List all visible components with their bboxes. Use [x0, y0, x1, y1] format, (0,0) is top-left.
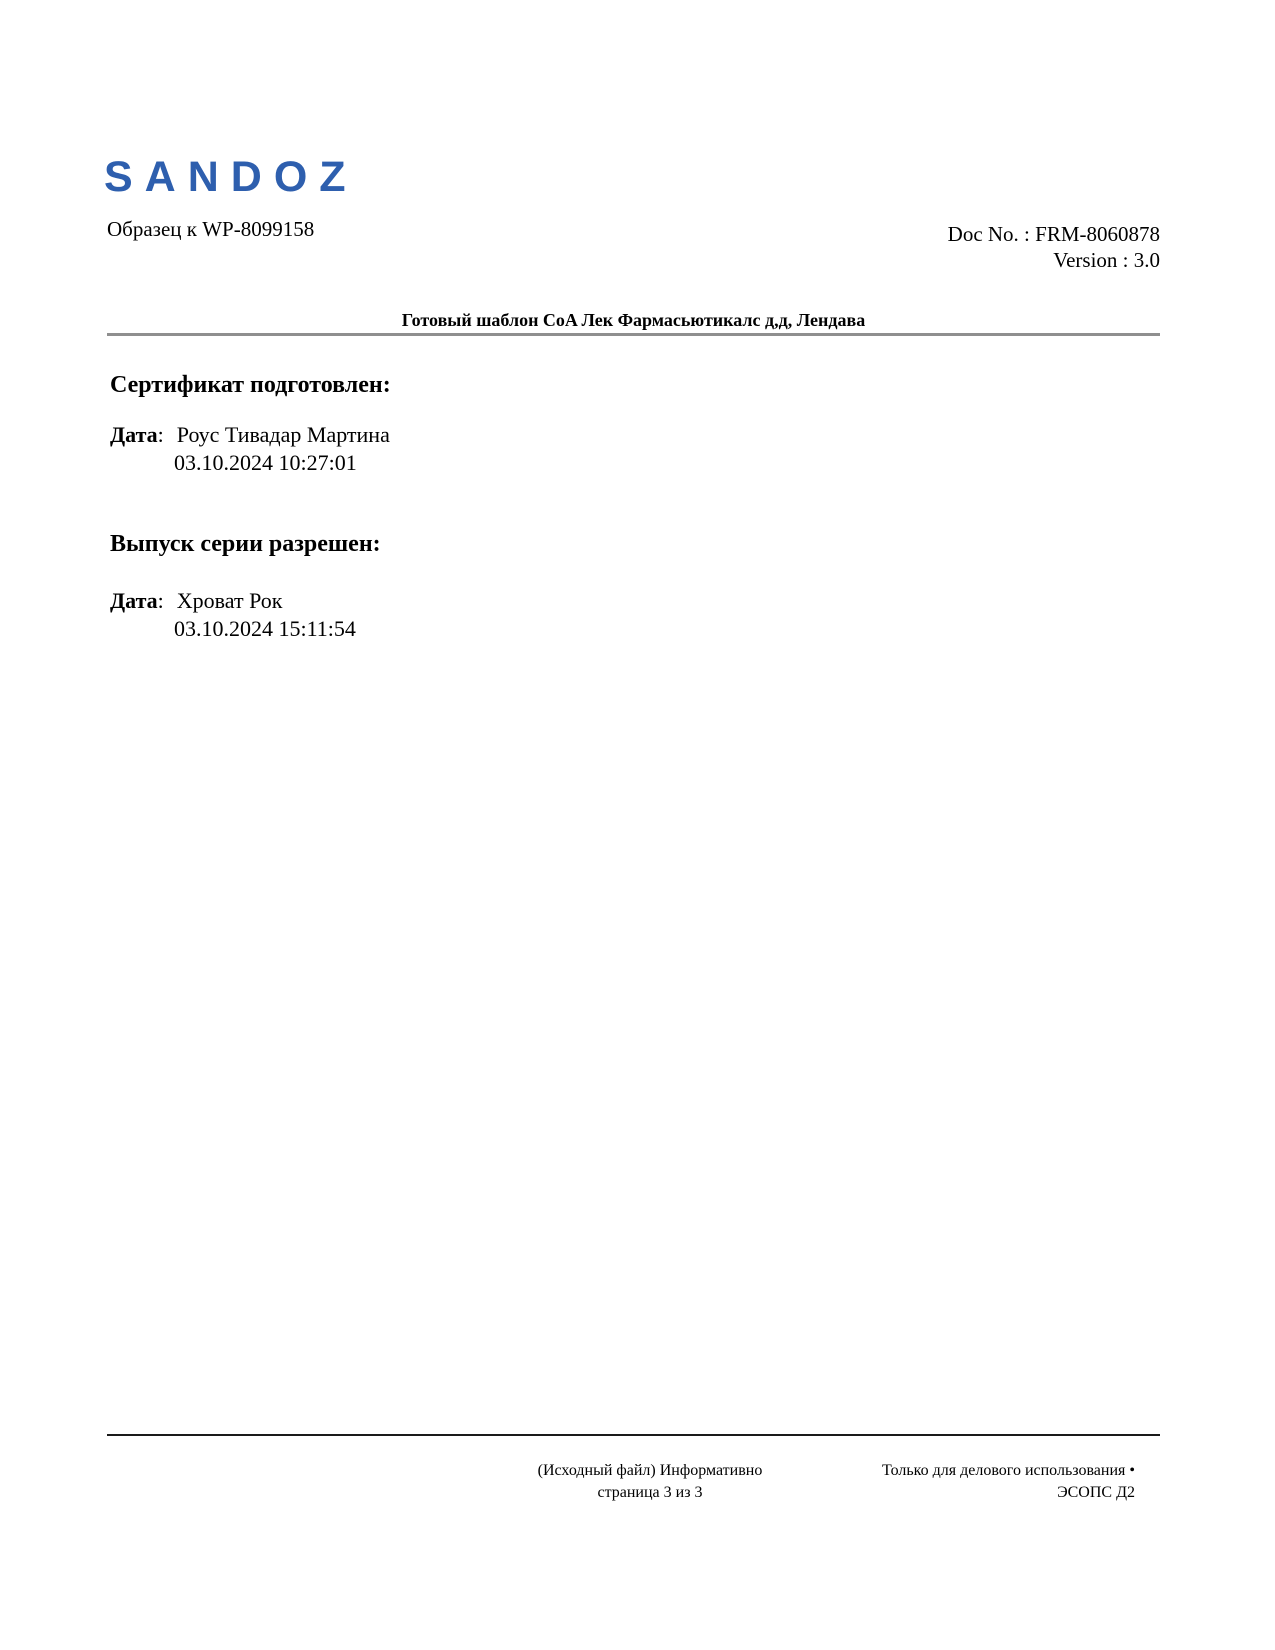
footer-usage-info	[735, 1460, 1135, 1504]
datetime-batch-release: 03.10.2024 15:11:54	[174, 616, 356, 641]
title-divider	[107, 333, 1160, 336]
date-label: Дата	[110, 422, 158, 447]
footer-esops-label: ЭСОПС Д2	[1057, 1484, 1135, 1501]
doc-number: Doc No. : FRM-8060878	[947, 222, 1160, 246]
footer-source-file-note: (Исходный файл) Информативно	[537, 1462, 763, 1479]
sample-reference: Образец к WP-8099158	[107, 217, 315, 241]
date-row-certificate-prepared	[110, 421, 390, 448]
person-name: Роус Тивадар Мартина	[176, 422, 390, 447]
section-heading-certificate-prepared: Сертификат подготовлен:	[110, 372, 391, 398]
footer-page-number: страница 3 из 3	[597, 1484, 703, 1501]
date-colon: :	[157, 422, 164, 447]
doc-version: Version : 3.0	[1053, 248, 1160, 272]
document-title: Готовый шаблон CoA Лек Фармасьютикалс д,д, Лендава	[401, 310, 866, 330]
datetime-certificate-prepared: 03.10.2024 10:27:01	[174, 450, 357, 475]
footer-business-use-note: Только для делового использования •	[882, 1462, 1135, 1479]
date-colon: :	[157, 588, 164, 613]
sandoz-logo: SANDOZ	[104, 153, 358, 201]
date-row-batch-release	[110, 587, 282, 614]
person-name: Хроват Рок	[176, 588, 283, 613]
date-label: Дата	[110, 588, 158, 613]
section-heading-batch-release: Выпуск серии разрешен:	[110, 531, 381, 557]
doc-metadata	[948, 221, 1160, 273]
footer-divider	[107, 1434, 1160, 1436]
